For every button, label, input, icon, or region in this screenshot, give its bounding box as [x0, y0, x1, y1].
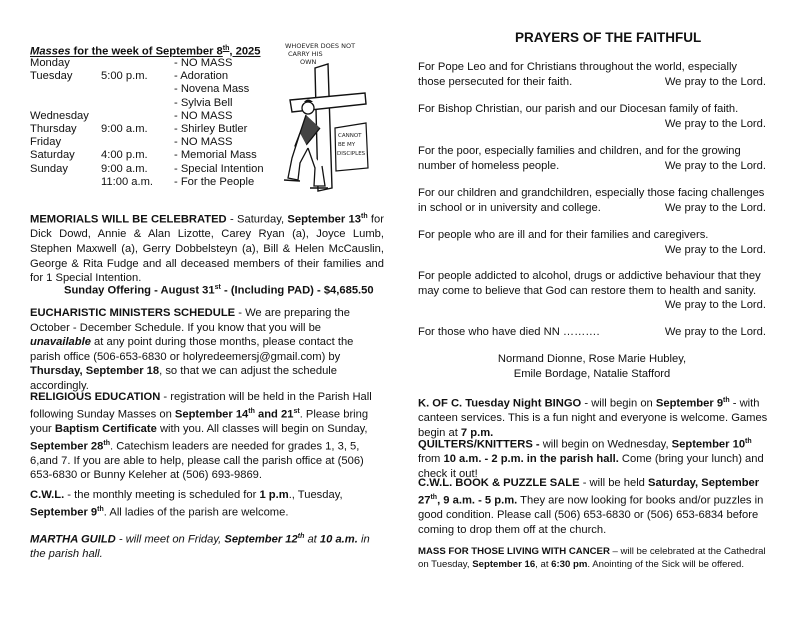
mass-time: 4:00 p.m. [101, 149, 148, 162]
cwl-paragraph: C.W.L. - the monthly meeting is scheduled for 1 p.m., Tuesday, September 9th. All ladies of the parish are welcome. [30, 489, 343, 519]
prayer-item-3: For the poor, especially families and children, and for the growing number of homeless people. We pray to the Lord. [418, 145, 766, 172]
mass-intention: - Special Intention [174, 162, 264, 175]
mass-day: Thursday [30, 123, 77, 135]
memorials-paragraph: MEMORIALS WILL BE CELEBRATED - Saturday, September 13th for Dick Dowd, Annie & Alan Lizotte, Carey Ryan (a), Joyce Lumb, Stephen Maxwell (a), Gerry Dobbelsteyn (a), Bill & Helen McCauslin, George & Rita Fudge and all deceased members of their families and for 1 Special Intention. [30, 213, 384, 285]
mass-time: 5:00 p.m. [101, 70, 148, 83]
eucharistic-paragraph: EUCHARISTIC MINISTERS SCHEDULE - We are preparing the October - December Schedule. If you know that you will be unavailable at any point during those months, please contact the parish office (506-653-6830 or holyredeemersj@gmail.com) by Thursday, September 18, so that we can adjust the schedule accordingly. [30, 307, 354, 392]
prayer-item-1: For Pope Leo and for Christians throughout the world, especially those persecuted for their faith. We pray to the Lord. [418, 61, 766, 88]
mass-intention: - NO MASS [174, 57, 233, 69]
mass-intention: - Sylvia Bell [174, 96, 233, 109]
sunday-offering: Sunday Offering - August 31st - (Including PAD) - $4,685.50 [64, 284, 374, 297]
mass-day: Wednesday [30, 109, 89, 122]
mass-intention: - For the People [174, 175, 255, 188]
mass-day: Sunday [30, 162, 68, 175]
mass-time: 11:00 a.m. [101, 175, 154, 188]
mass-day: Saturday [30, 149, 75, 162]
cross-carrying-cartoon [270, 38, 370, 198]
prayers-title: PRAYERS OF THE FAITHFUL [515, 30, 702, 45]
prayer-item-6: For people addicted to alcohol, drugs or addictive behaviour that they may come to believe that God can restore them to health and sanity. We pray to the Lord. [418, 270, 766, 312]
mass-time: 9:00 a.m. [101, 162, 148, 175]
mass-intention: - NO MASS [174, 109, 233, 122]
mass-intention: - Novena Mass [174, 83, 250, 96]
sign-text-2: BE MY [338, 142, 356, 148]
mass-day: Friday [30, 136, 62, 149]
bingo-paragraph: K. OF C. Tuesday Night BINGO - will begin on September 9th - with canteen services. This is a fun night and everyone is welcome. Games begin at 7 p.m. [418, 397, 768, 439]
prayer-readers: Normand Dionne, Rose Marie Hubley, Emile Bordage, Natalie Stafford [497, 353, 687, 380]
prayer-item-7: For those who have died NN ………. We pray to the Lord. [418, 326, 766, 338]
prayer-item-5: For people who are ill and for their families and caregivers. We pray to the Lord. [418, 229, 766, 256]
masses-heading: Masses for the week of September 8th, 2025 [30, 45, 261, 58]
mass-intention: - Shirley Butler [174, 123, 248, 135]
cartoon-caption-top-3: OWN [300, 58, 317, 66]
prayer-item-2: For Bishop Christian, our parish and our Diocesan family of faith. We pray to the Lord. [418, 103, 766, 130]
sale-paragraph: C.W.L. BOOK & PUZZLE SALE - will be held Saturday, September 27th, 9 a.m. - 5 p.m. They are now looking for books and/or puzzles in good condition. Please call (506) 653-6830 or (506) 653-6834 before coming to drop them off at the church. [418, 477, 764, 536]
cartoon-caption-top: WHOEVER DOES NOT [285, 42, 356, 50]
mass-intention: - Memorial Mass [174, 149, 257, 162]
martha-guild-paragraph: MARTHA GUILD - will meet on Friday, September 12th at 10 a.m. in the parish hall. [30, 533, 370, 561]
mass-intention: - NO MASS [174, 136, 233, 149]
mass-day: Tuesday [30, 70, 73, 83]
quilters-paragraph: QUILTERS/KNITTERS - will begin on Wednesday, September 10th from 10 a.m. - 2 p.m. in the parish hall. Come (bring your lunch) and check it out! [418, 438, 764, 480]
sign-text-1: CANNOT [338, 133, 362, 139]
cartoon-caption-top-2: CARRY HIS [288, 50, 323, 58]
sign-text-3: DISCIPLES [337, 151, 366, 157]
religious-ed-paragraph: RELIGIOUS EDUCATION - registration will be held in the Parish Hall following Sunday Masses on September 14th and 21st. Please bring your Baptism Certificate with you. All classes will begin on Sunday, September 28th. Catechism leaders are needed for grades 1, 3, 5, 6,and 7. If you are able to help, please call the parish office at (506) 653-6830 or Bunny Keleher at (506) 693-9869. [30, 391, 372, 482]
mass-intention: - Adoration [174, 70, 229, 83]
mass-day: Monday [30, 57, 70, 69]
mass-time: 9:00 a.m. [101, 123, 148, 135]
cancer-mass-paragraph: MASS FOR THOSE LIVING WITH CANCER – will be celebrated at the Cathedral on Tuesday, September 16, at 6:30 pm. Anointing of the Sick will be offered. [418, 546, 766, 570]
figure-head-icon [302, 102, 314, 114]
prayer-item-4: For our children and grandchildren, especially those facing challenges in school or in university and college. We pray to the Lord. [418, 187, 766, 214]
